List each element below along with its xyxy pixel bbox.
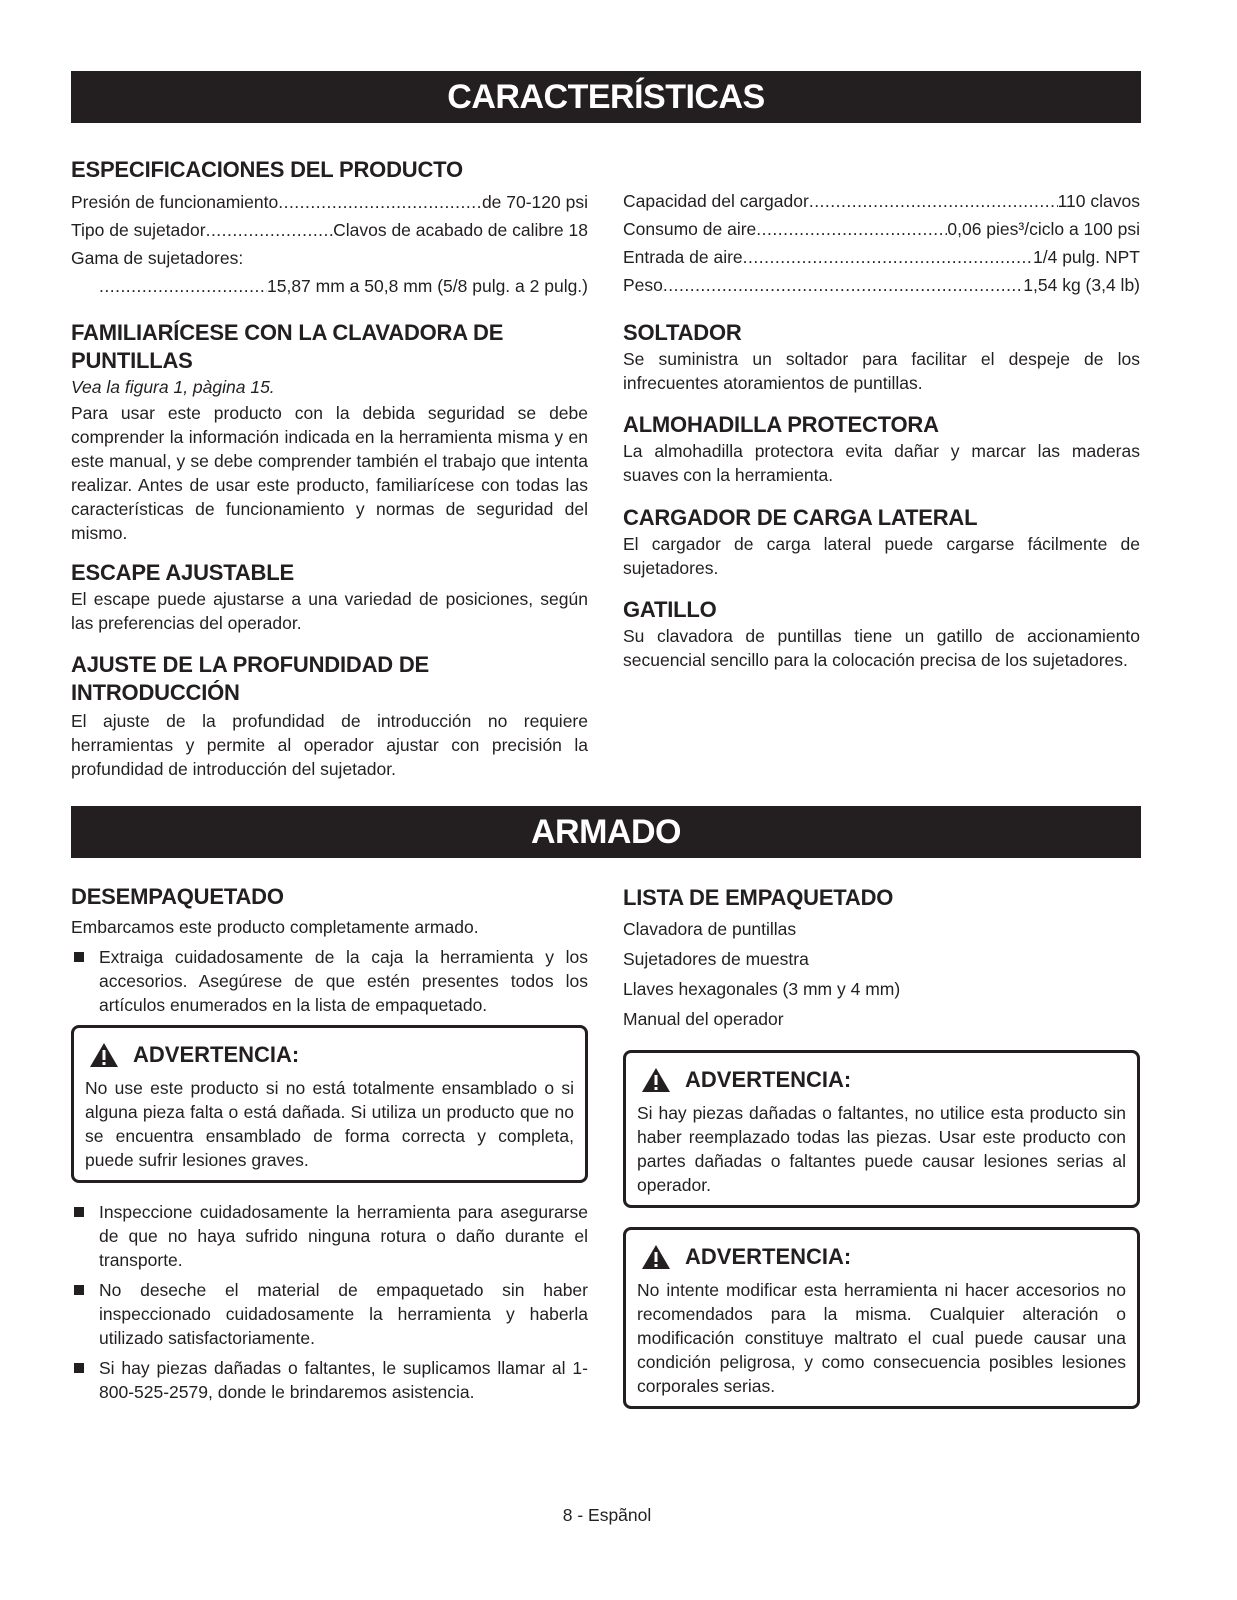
bullet-square-icon	[74, 1285, 84, 1295]
almohadilla-section	[623, 411, 1140, 487]
packing-list-section	[623, 884, 1140, 1034]
specs-heading: ESPECIFICACIONES DEL PRODUCTO	[71, 157, 463, 182]
product-specs-left	[71, 156, 588, 300]
warning-box	[71, 1025, 588, 1183]
cargador-heading: CARGADOR DE CARGA LATERAL	[623, 505, 978, 530]
packing-list-heading: LISTA DE EMPAQUETADO	[623, 885, 894, 910]
warning-text: No intente modificar esta herramienta ni hacer accesorios no recomendados para la misma. Cualquier alteración o modificación constituye maltrato el cual puede causar una condición peligrosa, y como consecuencia posibles lesiones corporales serias.	[637, 1280, 1126, 1396]
spec-row: Entrada de aire ..... 1/4 pulg. NPT	[623, 243, 1140, 271]
warning-triangle-icon	[641, 1067, 671, 1093]
spec-row: ..... 15,87 mm a 50,8 mm (5/8 pulg. a 2 pulg.)	[71, 272, 588, 300]
gatillo-section	[623, 596, 1140, 672]
escape-section	[71, 559, 588, 635]
almohadilla-text: La almohadilla protectora evita dañar y marcar las maderas suaves con la herramienta.	[623, 441, 1140, 485]
spec-row: Tipo de sujetador ..... Clavos de acabado de calibre 18	[71, 216, 588, 244]
warning-triangle-icon	[641, 1244, 671, 1270]
figure-reference: Vea la figura 1, pàgina 15.	[71, 377, 275, 397]
warning-title: ADVERTENCIA:	[685, 1067, 852, 1092]
soltador-text: Se suministra un soltador para facilitar el despeje de los infrecuentes atoramientos de puntillas.	[623, 349, 1140, 393]
packing-list-item: Llaves hexagonales (3 mm y 4 mm)	[623, 979, 901, 999]
cargador-section	[623, 504, 1140, 580]
cargador-text: El cargador de carga lateral puede cargarse fácilmente de sujetadores.	[623, 534, 1140, 578]
page-number: 8 - Espãnol	[562, 1505, 652, 1525]
familiar-heading: FAMILIARÍCESE CON LA CLAVADORA DE PUNTILLAS	[71, 320, 504, 373]
spec-row: Presión de funcionamiento ..... de 70-120 psi	[71, 188, 588, 216]
depth-text: El ajuste de la profundidad de introducción no requiere herramientas y permite al operador ajustar con precisión la profundidad de introducción del sujetador.	[71, 711, 588, 779]
spec-row: Consumo de aire ..... 0,06 pies³/ciclo a 100 psi	[623, 215, 1140, 243]
product-specs-right	[623, 187, 1140, 299]
unpacking-intro: Embarcamos este producto completamente armado.	[71, 917, 479, 937]
packing-list-item: Manual del operador	[623, 1009, 784, 1029]
soltador-section	[623, 319, 1140, 395]
bullet-item: Si hay piezas dañadas o faltantes, le suplicamos llamar al 1-800-525-2579, donde le brindaremos asistencia.	[71, 1356, 588, 1404]
soltador-heading: SOLTADOR	[623, 320, 742, 345]
warning-box	[623, 1227, 1140, 1409]
spec-row: Gama de sujetadores:	[71, 248, 244, 268]
bullet-item: No deseche el material de empaquetado sin haber inspeccionado cuidadosamente la herramienta y haberla utilizado satisfactoriamente.	[71, 1278, 588, 1350]
escape-text: El escape puede ajustarse a una variedad de posiciones, según las preferencias del operador.	[71, 589, 588, 633]
bullet-item: Inspeccione cuidadosamente la herramienta para asegurarse de que no haya sufrido ninguna rotura o daño durante el transporte.	[71, 1200, 588, 1272]
bullet-item: Extraiga cuidadosamente de la caja la herramienta y los accesorios. Asegúrese de que estén presentes todos los artículos enumerados en la lista de empaquetado.	[71, 945, 588, 1017]
section-banner-caracteristicas: CARACTERÍSTICAS	[71, 71, 1141, 123]
spec-row: Peso ..... 1,54 kg (3,4 lb)	[623, 271, 1140, 299]
packing-list-item: Clavadora de puntillas	[623, 919, 797, 939]
warning-text: No use este producto si no está totalmente ensamblado o si alguna pieza falta o está dañada. Si utiliza un producto que no se encuentra ensamblado de forma correcta y completa, puede sufrir lesiones graves.	[85, 1078, 574, 1170]
familiar-section	[71, 319, 588, 545]
escape-heading: ESCAPE AJUSTABLE	[71, 560, 294, 585]
warning-box	[623, 1050, 1140, 1208]
depth-section	[71, 651, 588, 781]
almohadilla-heading: ALMOHADILLA PROTECTORA	[623, 412, 939, 437]
unpacking-section	[71, 883, 588, 1017]
familiar-text: Para usar este producto con la debida seguridad se debe comprender la información indicada en la herramienta misma y en este manual, y se debe comprender también el trabajo que intenta realizar. Antes de usar este producto, familiarícese con todas las características de funcionamiento y normas de seguridad del mismo.	[71, 403, 588, 543]
section-banner-armado: ARMADO	[71, 806, 1141, 858]
bullet-square-icon	[74, 1207, 84, 1217]
bullet-square-icon	[74, 952, 84, 962]
bullet-square-icon	[74, 1363, 84, 1373]
warning-triangle-icon	[89, 1042, 119, 1068]
warning-text: Si hay piezas dañadas o faltantes, no utilice esta producto sin haber reemplazado todas las piezas. Usar este producto con partes dañadas o faltantes puede causar lesiones serias al operador.	[637, 1103, 1126, 1195]
packing-list-item: Sujetadores de muestra	[623, 949, 809, 969]
depth-heading: AJUSTE DE LA PROFUNDIDAD DE INTRODUCCIÓN	[71, 652, 430, 705]
warning-title: ADVERTENCIA:	[133, 1042, 300, 1067]
warning-title: ADVERTENCIA:	[685, 1244, 852, 1269]
gatillo-text: Su clavadora de puntillas tiene un gatillo de accionamiento secuencial sencillo para la colocación precisa de los sujetadores.	[623, 626, 1140, 670]
gatillo-heading: GATILLO	[623, 597, 717, 622]
unpacking-bullets	[71, 1200, 588, 1404]
unpacking-heading: DESEMPAQUETADO	[71, 884, 284, 909]
spec-row: Capacidad del cargador ..... 110 clavos	[623, 187, 1140, 215]
